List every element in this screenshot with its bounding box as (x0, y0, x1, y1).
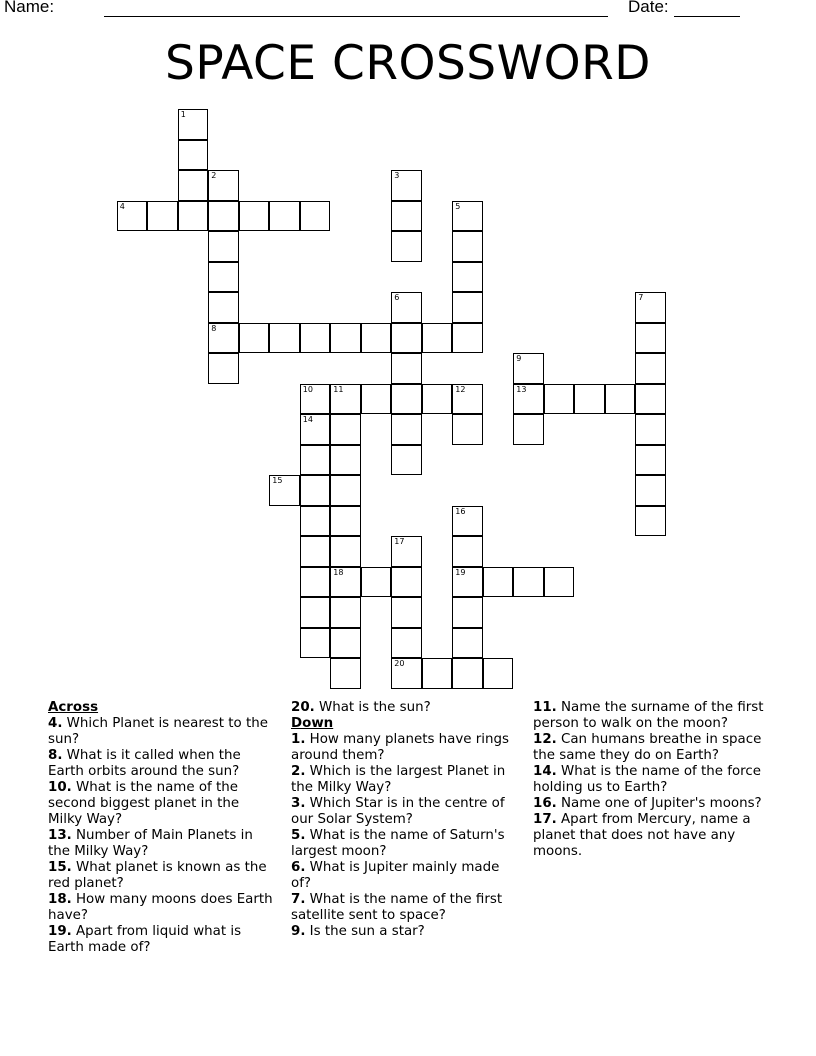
grid-cell[interactable] (330, 414, 361, 445)
grid-cell[interactable] (452, 292, 483, 323)
clue-item-text: What planet is known as the red planet? (48, 860, 267, 891)
clue-item-number: 1. (291, 732, 306, 747)
grid-cell[interactable] (361, 567, 392, 598)
grid-cell[interactable] (452, 231, 483, 262)
clue-item (48, 780, 276, 828)
clue-number: 12 (455, 384, 466, 394)
clue-item (533, 812, 773, 860)
clue-number: 2 (211, 171, 217, 181)
clue-item-number: 20. (291, 700, 315, 715)
clue-item-text: Can humans breathe in space the same they do on Earth? (533, 732, 762, 763)
grid-cell[interactable] (452, 262, 483, 293)
grid-cell[interactable] (300, 597, 331, 628)
clue-item-text: Which Star is in the centre of our Solar System? (291, 796, 505, 827)
grid-cell[interactable] (300, 201, 331, 232)
clue-item (291, 924, 513, 940)
clue-number: 9 (516, 354, 522, 364)
clue-number: 5 (455, 201, 461, 211)
grid-cell[interactable] (574, 384, 605, 415)
clue-item (533, 732, 773, 764)
grid-cell[interactable] (300, 536, 331, 567)
grid-cell[interactable] (422, 323, 453, 354)
clue-item (48, 892, 276, 924)
grid-cell[interactable] (330, 597, 361, 628)
grid-cell[interactable] (452, 628, 483, 659)
clue-item (291, 732, 513, 764)
clue-number: 13 (516, 384, 527, 394)
clue-number: 11 (333, 384, 344, 394)
grid-cell[interactable] (269, 323, 300, 354)
grid-cell[interactable] (239, 323, 270, 354)
clue-number: 17 (394, 537, 405, 547)
clue-number: 18 (333, 567, 344, 577)
clue-item (291, 796, 513, 828)
grid-cell[interactable] (422, 658, 453, 689)
name-label: Name: (4, 0, 55, 16)
clue-item-text: Apart from liquid what is Earth made of? (48, 924, 242, 955)
grid-cell-19[interactable] (452, 567, 483, 598)
clue-item-number: 3. (291, 796, 306, 811)
down-clue-list-continued (533, 700, 773, 860)
date-label: Date: (628, 0, 669, 16)
clue-item-text: Apart from Mercury, name a planet that does not have any moons. (533, 812, 751, 859)
grid-cell[interactable] (300, 445, 331, 476)
grid-cell[interactable] (513, 567, 544, 598)
clue-item-text: Name one of Jupiter's moons? (556, 796, 762, 811)
clue-item-text: Which Planet is nearest to the sun? (48, 716, 268, 747)
grid-cell[interactable] (452, 323, 483, 354)
clue-item-text: Name the surname of the first person to walk on the moon? (533, 700, 764, 731)
grid-cell[interactable] (452, 536, 483, 567)
grid-cell-6[interactable] (391, 292, 422, 323)
grid-cell[interactable] (330, 658, 361, 689)
clue-item (291, 700, 513, 716)
grid-cell[interactable] (391, 445, 422, 476)
clue-item (533, 796, 773, 812)
down-clue-list (291, 732, 513, 940)
clue-item-number: 16. (533, 796, 557, 811)
grid-cell-17[interactable] (391, 536, 422, 567)
grid-cell[interactable] (361, 384, 392, 415)
grid-cell-1[interactable] (178, 109, 209, 140)
grid-cell-5[interactable] (452, 201, 483, 232)
grid-cell-14[interactable] (300, 414, 331, 445)
across-heading: Across (48, 700, 99, 715)
grid-cell[interactable] (422, 384, 453, 415)
clue-item-number: 15. (48, 860, 72, 875)
clue-item (48, 748, 276, 780)
clue-item-text: What is Jupiter mainly made of? (291, 860, 500, 891)
clue-item-number: 4. (48, 716, 63, 731)
grid-cell[interactable] (391, 597, 422, 628)
grid-cell[interactable] (208, 292, 239, 323)
grid-cell[interactable] (635, 414, 666, 445)
clue-item (291, 764, 513, 796)
clue-item-number: 19. (48, 924, 72, 939)
grid-cell[interactable] (330, 536, 361, 567)
grid-cell-3[interactable] (391, 170, 422, 201)
grid-cell[interactable] (300, 567, 331, 598)
clue-item (48, 716, 276, 748)
grid-cell[interactable] (361, 323, 392, 354)
grid-cell[interactable] (635, 384, 666, 415)
clue-item-text: What is the name of the second biggest planet in the Milky Way? (48, 780, 240, 827)
clue-item-text: How many planets have rings around them? (291, 732, 509, 763)
grid-cell-15[interactable] (269, 475, 300, 506)
grid-cell[interactable] (391, 384, 422, 415)
clue-item (533, 700, 773, 732)
grid-cell-11[interactable] (330, 384, 361, 415)
grid-cell[interactable] (635, 475, 666, 506)
grid-cell[interactable] (300, 475, 331, 506)
clue-item-number: 18. (48, 892, 72, 907)
grid-cell-18[interactable] (330, 567, 361, 598)
grid-cell[interactable] (391, 628, 422, 659)
clue-item-number: 8. (48, 748, 63, 763)
grid-cell[interactable] (300, 628, 331, 659)
clue-item-text: What is the name of the first satellite sent to space? (291, 892, 503, 923)
grid-cell[interactable] (635, 323, 666, 354)
grid-cell[interactable] (452, 414, 483, 445)
grid-cell[interactable] (330, 506, 361, 537)
grid-cell[interactable] (391, 353, 422, 384)
grid-cell[interactable] (635, 445, 666, 476)
grid-cell[interactable] (300, 323, 331, 354)
clue-number: 4 (119, 201, 125, 211)
clue-item-number: 11. (533, 700, 557, 715)
clue-item (291, 828, 513, 860)
clue-item-number: 2. (291, 764, 306, 779)
grid-cell[interactable] (208, 353, 239, 384)
across-clue-list-continued (291, 700, 513, 716)
across-clue-list (48, 716, 276, 956)
grid-cell[interactable] (178, 140, 209, 171)
down-heading: Down (291, 716, 334, 731)
grid-cell-4[interactable] (117, 201, 148, 232)
clue-number: 16 (455, 506, 466, 516)
clue-item-number: 9. (291, 924, 306, 939)
grid-cell-13[interactable] (513, 384, 544, 415)
clue-item-number: 13. (48, 828, 72, 843)
grid-cell-20[interactable] (391, 658, 422, 689)
clue-number: 20 (394, 659, 405, 669)
page-title: SPACE CROSSWORD (165, 36, 651, 91)
clue-number: 7 (638, 293, 644, 303)
grid-cell[interactable] (330, 445, 361, 476)
clue-number: 6 (394, 293, 400, 303)
grid-cell[interactable] (208, 231, 239, 262)
clue-number: 15 (272, 476, 283, 486)
clues-column-2 (291, 700, 513, 940)
clue-item (291, 892, 513, 924)
clue-item-number: 12. (533, 732, 557, 747)
clue-number: 3 (394, 171, 400, 181)
grid-cell[interactable] (483, 567, 514, 598)
grid-cell[interactable] (208, 262, 239, 293)
clue-item-number: 5. (291, 828, 306, 843)
clue-item-text: How many moons does Earth have? (48, 892, 273, 923)
clue-item-text: What is the name of the force holding us to Earth? (533, 764, 761, 795)
grid-cell[interactable] (544, 384, 575, 415)
grid-cell-7[interactable] (635, 292, 666, 323)
clue-item-number: 7. (291, 892, 306, 907)
grid-cell[interactable] (391, 201, 422, 232)
clues-column-1 (48, 700, 276, 956)
grid-cell-2[interactable] (208, 170, 239, 201)
clue-item (48, 924, 276, 956)
clue-item-number: 6. (291, 860, 306, 875)
clue-item-number: 10. (48, 780, 72, 795)
clue-number: 8 (211, 323, 217, 333)
clue-item-text: What is the sun? (314, 700, 431, 715)
clue-item-text: Is the sun a star? (305, 924, 425, 939)
grid-cell-8[interactable] (208, 323, 239, 354)
clue-item (291, 860, 513, 892)
clue-item-text: Which is the largest Planet in the Milky Way? (291, 764, 506, 795)
grid-cell-12[interactable] (452, 384, 483, 415)
clue-number: 1 (180, 110, 186, 120)
grid-cell[interactable] (391, 323, 422, 354)
grid-cell[interactable] (147, 201, 178, 232)
grid-cell[interactable] (269, 201, 300, 232)
grid-cell[interactable] (300, 506, 331, 537)
grid-cell[interactable] (330, 628, 361, 659)
grid-cell[interactable] (391, 567, 422, 598)
grid-cell[interactable] (452, 597, 483, 628)
clue-item (533, 764, 773, 796)
clue-number: 10 (302, 384, 313, 394)
grid-cell[interactable] (605, 384, 636, 415)
clue-number: 19 (455, 567, 466, 577)
clue-item-text: What is it called when the Earth orbits around the sun? (48, 748, 241, 779)
grid-cell[interactable] (513, 414, 544, 445)
clue-item-number: 14. (533, 764, 557, 779)
clue-item-text: What is the name of Saturn's largest moon? (291, 828, 505, 859)
grid-cell-10[interactable] (300, 384, 331, 415)
clue-item-text: Number of Main Planets in the Milky Way? (48, 828, 253, 859)
grid-cell-16[interactable] (452, 506, 483, 537)
clue-item-number: 17. (533, 812, 557, 827)
grid-cell[interactable] (239, 201, 270, 232)
grid-cell[interactable] (208, 201, 239, 232)
grid-cell[interactable] (178, 201, 209, 232)
grid-cell[interactable] (330, 323, 361, 354)
clues-column-3 (533, 700, 773, 860)
grid-cell[interactable] (635, 353, 666, 384)
grid-cell[interactable] (452, 658, 483, 689)
clue-item (48, 828, 276, 860)
grid-cell[interactable] (391, 231, 422, 262)
grid-cell[interactable] (544, 567, 575, 598)
clue-item (48, 860, 276, 892)
grid-cell[interactable] (178, 170, 209, 201)
grid-cell-9[interactable] (513, 353, 544, 384)
grid-cell[interactable] (635, 506, 666, 537)
grid-cell[interactable] (483, 658, 514, 689)
grid-cell[interactable] (330, 475, 361, 506)
grid-cell[interactable] (391, 414, 422, 445)
clue-number: 14 (302, 415, 313, 425)
